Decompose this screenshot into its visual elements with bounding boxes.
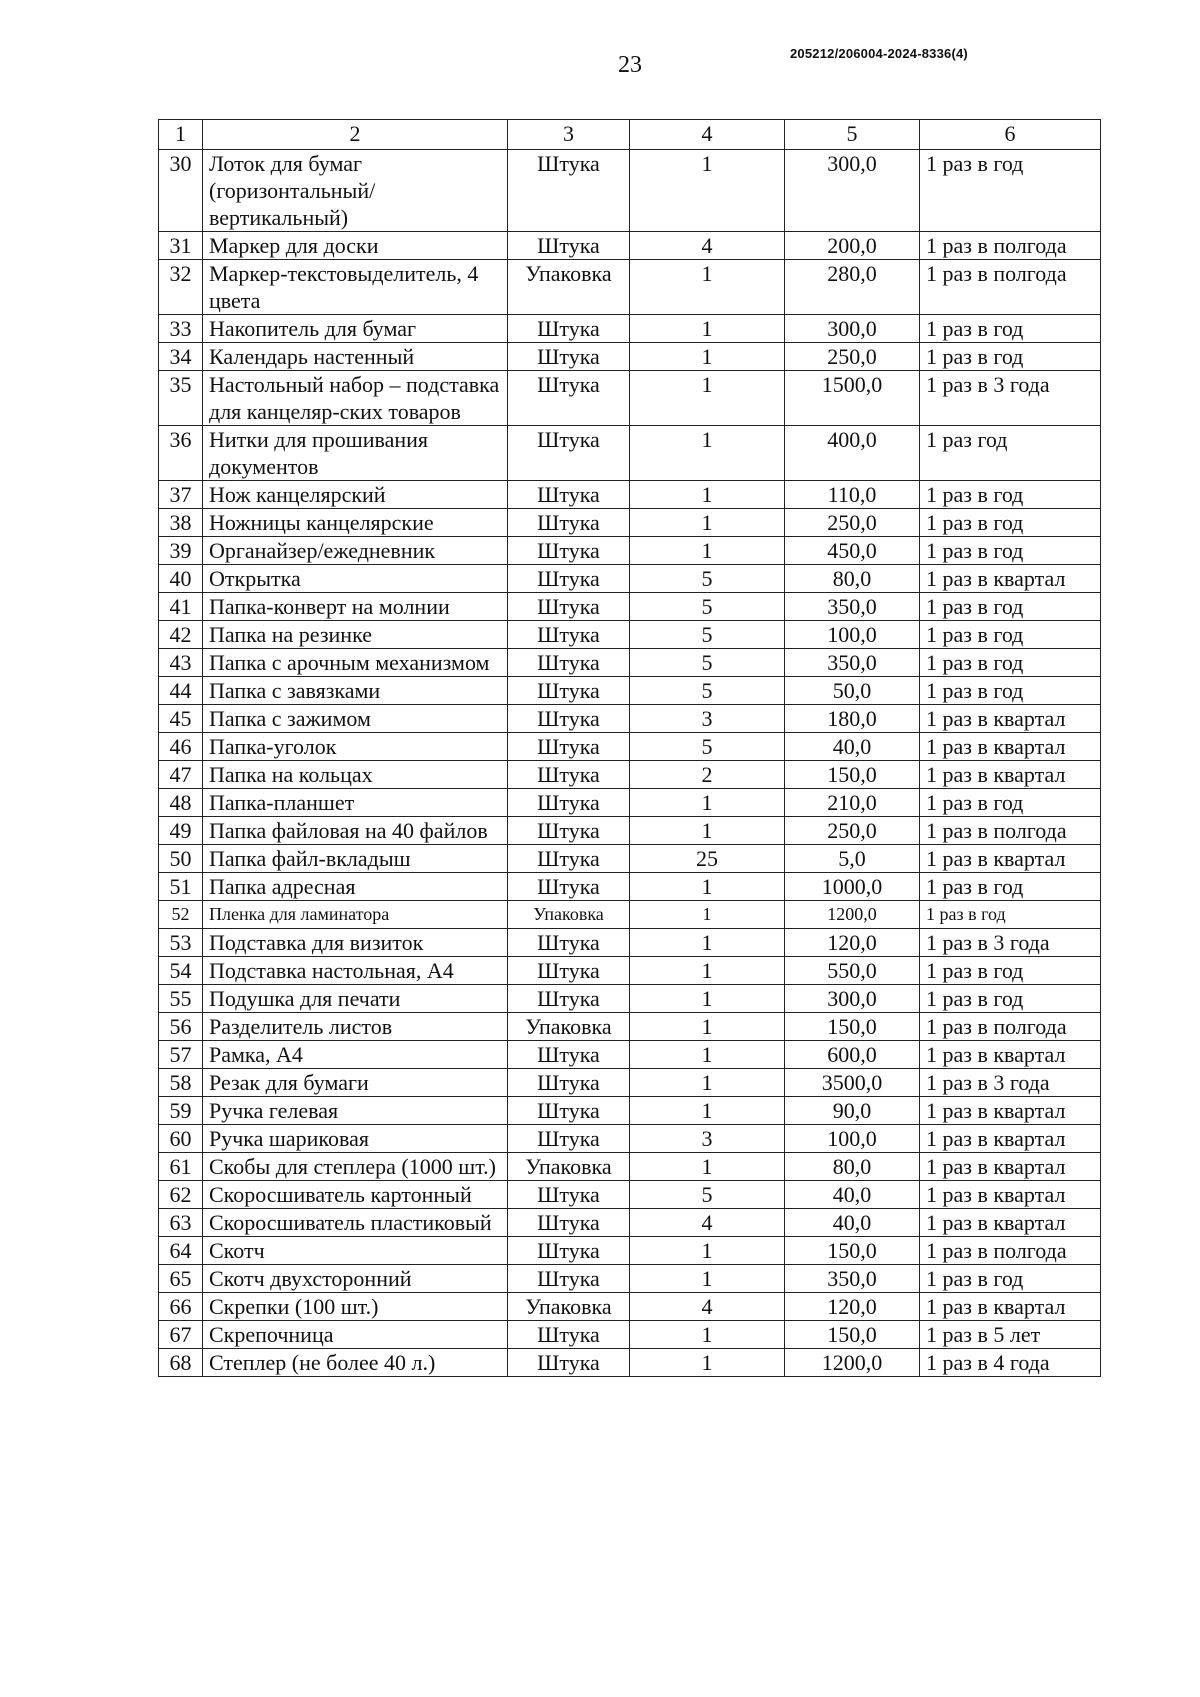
item-unit: Штука	[508, 817, 630, 845]
item-price: 5,0	[785, 845, 920, 873]
item-name: Папка файл-вкладыш	[203, 845, 508, 873]
table-row	[159, 593, 1101, 621]
item-name: Скрепки (100 шт.)	[203, 1293, 508, 1321]
item-unit: Штука	[508, 565, 630, 593]
item-price: 50,0	[785, 677, 920, 705]
item-price: 150,0	[785, 1321, 920, 1349]
item-unit: Штука	[508, 1349, 630, 1377]
row-number: 31	[159, 232, 203, 260]
table-header-row	[159, 120, 1101, 150]
row-number: 33	[159, 315, 203, 343]
item-unit: Штука	[508, 426, 630, 481]
item-quantity: 5	[630, 733, 785, 761]
item-price: 3500,0	[785, 1069, 920, 1097]
table-row	[159, 481, 1101, 509]
table-row	[159, 789, 1101, 817]
item-unit: Штука	[508, 315, 630, 343]
item-quantity: 5	[630, 621, 785, 649]
item-price: 40,0	[785, 733, 920, 761]
item-name: Скоросшиватель пластиковый	[203, 1209, 508, 1237]
item-unit: Штука	[508, 371, 630, 426]
table-row	[159, 1153, 1101, 1181]
item-unit: Штука	[508, 1125, 630, 1153]
row-number: 63	[159, 1209, 203, 1237]
item-name: Папка на кольцах	[203, 761, 508, 789]
item-period: 1 раз в квартал	[920, 565, 1101, 593]
item-name: Ручка гелевая	[203, 1097, 508, 1125]
table-row	[159, 1321, 1101, 1349]
table-row	[159, 621, 1101, 649]
row-number: 38	[159, 509, 203, 537]
item-period: 1 раз в квартал	[920, 1209, 1101, 1237]
row-number: 66	[159, 1293, 203, 1321]
item-name: Папка-уголок	[203, 733, 508, 761]
table-row	[159, 260, 1101, 315]
item-price: 150,0	[785, 761, 920, 789]
item-unit: Упаковка	[508, 901, 630, 929]
item-price: 100,0	[785, 1125, 920, 1153]
item-name: Органайзер/ежедневник	[203, 537, 508, 565]
item-name: Папка адресная	[203, 873, 508, 901]
row-number: 36	[159, 426, 203, 481]
row-number: 32	[159, 260, 203, 315]
item-name: Папка-конверт на молнии	[203, 593, 508, 621]
item-unit: Упаковка	[508, 1153, 630, 1181]
row-number: 40	[159, 565, 203, 593]
item-period: 1 раз в полгода	[920, 260, 1101, 315]
item-quantity: 1	[630, 873, 785, 901]
item-name: Маркер для доски	[203, 232, 508, 260]
item-quantity: 3	[630, 1125, 785, 1153]
item-unit: Штука	[508, 150, 630, 232]
item-unit: Штука	[508, 1041, 630, 1069]
item-name: Скобы для степлера (1000 шт.)	[203, 1153, 508, 1181]
item-quantity: 1	[630, 509, 785, 537]
item-price: 250,0	[785, 343, 920, 371]
item-quantity: 2	[630, 761, 785, 789]
item-price: 450,0	[785, 537, 920, 565]
item-name: Нитки для прошивания документов	[203, 426, 508, 481]
table-row	[159, 371, 1101, 426]
item-price: 400,0	[785, 426, 920, 481]
row-number: 46	[159, 733, 203, 761]
item-name: Резак для бумаги	[203, 1069, 508, 1097]
row-number: 50	[159, 845, 203, 873]
table-row	[159, 565, 1101, 593]
item-price: 1200,0	[785, 1349, 920, 1377]
item-price: 120,0	[785, 1293, 920, 1321]
row-number: 42	[159, 621, 203, 649]
row-number: 41	[159, 593, 203, 621]
table-row	[159, 509, 1101, 537]
item-price: 100,0	[785, 621, 920, 649]
item-unit: Штука	[508, 1209, 630, 1237]
item-quantity: 4	[630, 1209, 785, 1237]
table-row	[159, 733, 1101, 761]
item-unit: Штука	[508, 985, 630, 1013]
item-quantity: 1	[630, 901, 785, 929]
item-unit: Штука	[508, 621, 630, 649]
item-name: Папка на резинке	[203, 621, 508, 649]
item-period: 1 раз в полгода	[920, 1237, 1101, 1265]
item-period: 1 раз в год	[920, 873, 1101, 901]
item-unit: Штука	[508, 1321, 630, 1349]
item-quantity: 5	[630, 565, 785, 593]
item-quantity: 25	[630, 845, 785, 873]
item-period: 1 раз в полгода	[920, 817, 1101, 845]
table-row	[159, 343, 1101, 371]
row-number: 43	[159, 649, 203, 677]
item-unit: Штука	[508, 957, 630, 985]
item-unit: Штука	[508, 845, 630, 873]
item-unit: Штука	[508, 1097, 630, 1125]
row-number: 49	[159, 817, 203, 845]
item-period: 1 раз в год	[920, 593, 1101, 621]
row-number: 48	[159, 789, 203, 817]
item-period: 1 раз в год	[920, 315, 1101, 343]
item-quantity: 1	[630, 1349, 785, 1377]
item-quantity: 1	[630, 1237, 785, 1265]
item-name: Лоток для бумаг (горизонтальный/ вертикальный)	[203, 150, 508, 232]
item-unit: Упаковка	[508, 1013, 630, 1041]
item-unit: Штука	[508, 1181, 630, 1209]
supplies-table	[158, 119, 1101, 1377]
item-period: 1 раз в год	[920, 901, 1101, 929]
table-row	[159, 1013, 1101, 1041]
item-quantity: 5	[630, 593, 785, 621]
row-number: 39	[159, 537, 203, 565]
item-period: 1 раз в полгода	[920, 232, 1101, 260]
item-price: 110,0	[785, 481, 920, 509]
column-header: 3	[508, 120, 630, 150]
item-unit: Штука	[508, 1265, 630, 1293]
column-header: 6	[920, 120, 1101, 150]
item-quantity: 1	[630, 1013, 785, 1041]
item-quantity: 1	[630, 150, 785, 232]
item-price: 80,0	[785, 1153, 920, 1181]
item-price: 200,0	[785, 232, 920, 260]
row-number: 37	[159, 481, 203, 509]
item-price: 150,0	[785, 1013, 920, 1041]
item-name: Пленка для ламинатора	[203, 901, 508, 929]
item-period: 1 раз в 4 года	[920, 1349, 1101, 1377]
item-name: Скоросшиватель картонный	[203, 1181, 508, 1209]
item-quantity: 1	[630, 957, 785, 985]
item-period: 1 раз в год	[920, 677, 1101, 705]
item-name: Папка с завязками	[203, 677, 508, 705]
table-row	[159, 426, 1101, 481]
item-price: 40,0	[785, 1181, 920, 1209]
item-name: Подставка настольная, А4	[203, 957, 508, 985]
table-row	[159, 705, 1101, 733]
item-unit: Штука	[508, 1237, 630, 1265]
item-period: 1 раз в квартал	[920, 705, 1101, 733]
item-quantity: 4	[630, 232, 785, 260]
item-unit: Штука	[508, 705, 630, 733]
table-row	[159, 1097, 1101, 1125]
table-row	[159, 232, 1101, 260]
item-unit: Штука	[508, 343, 630, 371]
item-quantity: 1	[630, 343, 785, 371]
row-number: 60	[159, 1125, 203, 1153]
item-period: 1 раз в год	[920, 957, 1101, 985]
item-period: 1 раз в год	[920, 985, 1101, 1013]
table-row	[159, 150, 1101, 232]
table-row	[159, 845, 1101, 873]
item-unit: Упаковка	[508, 260, 630, 315]
table-row	[159, 985, 1101, 1013]
item-price: 350,0	[785, 1265, 920, 1293]
page-number: 23	[618, 52, 642, 78]
row-number: 30	[159, 150, 203, 232]
item-quantity: 1	[630, 1321, 785, 1349]
item-name: Папка с арочным механизмом	[203, 649, 508, 677]
column-header: 1	[159, 120, 203, 150]
table-row	[159, 1125, 1101, 1153]
row-number: 44	[159, 677, 203, 705]
table-row	[159, 1237, 1101, 1265]
item-quantity: 1	[630, 817, 785, 845]
item-unit: Штука	[508, 537, 630, 565]
item-period: 1 раз в квартал	[920, 1293, 1101, 1321]
item-period: 1 раз в 5 лет	[920, 1321, 1101, 1349]
item-quantity: 1	[630, 1097, 785, 1125]
item-quantity: 1	[630, 426, 785, 481]
item-period: 1 раз в год	[920, 537, 1101, 565]
item-unit: Штука	[508, 929, 630, 957]
item-quantity: 1	[630, 929, 785, 957]
item-price: 1000,0	[785, 873, 920, 901]
row-number: 34	[159, 343, 203, 371]
row-number: 53	[159, 929, 203, 957]
table-row	[159, 1181, 1101, 1209]
item-unit: Штука	[508, 733, 630, 761]
item-name: Папка файловая на 40 файлов	[203, 817, 508, 845]
item-name: Нож канцелярский	[203, 481, 508, 509]
item-quantity: 1	[630, 1041, 785, 1069]
item-name: Разделитель листов	[203, 1013, 508, 1041]
table-row	[159, 649, 1101, 677]
row-number: 54	[159, 957, 203, 985]
item-period: 1 раз в квартал	[920, 1125, 1101, 1153]
row-number: 56	[159, 1013, 203, 1041]
item-quantity: 1	[630, 260, 785, 315]
document-id: 205212/206004-2024-8336(4)	[790, 46, 968, 61]
item-quantity: 1	[630, 985, 785, 1013]
item-price: 150,0	[785, 1237, 920, 1265]
item-quantity: 1	[630, 537, 785, 565]
item-name: Накопитель для бумаг	[203, 315, 508, 343]
table-row	[159, 1041, 1101, 1069]
item-price: 40,0	[785, 1209, 920, 1237]
item-period: 1 раз в квартал	[920, 1181, 1101, 1209]
item-period: 1 раз в год	[920, 1265, 1101, 1293]
item-period: 1 раз в год	[920, 150, 1101, 232]
item-quantity: 4	[630, 1293, 785, 1321]
item-unit: Штука	[508, 481, 630, 509]
item-name: Ручка шариковая	[203, 1125, 508, 1153]
row-number: 52	[159, 901, 203, 929]
item-period: 1 раз в год	[920, 621, 1101, 649]
item-price: 180,0	[785, 705, 920, 733]
item-quantity: 5	[630, 649, 785, 677]
row-number: 47	[159, 761, 203, 789]
table-row	[159, 1209, 1101, 1237]
row-number: 65	[159, 1265, 203, 1293]
item-price: 300,0	[785, 985, 920, 1013]
table-row	[159, 677, 1101, 705]
item-price: 80,0	[785, 565, 920, 593]
item-price: 120,0	[785, 929, 920, 957]
row-number: 62	[159, 1181, 203, 1209]
row-number: 68	[159, 1349, 203, 1377]
table-row	[159, 1069, 1101, 1097]
row-number: 51	[159, 873, 203, 901]
item-quantity: 1	[630, 481, 785, 509]
item-unit: Штука	[508, 873, 630, 901]
table-row	[159, 537, 1101, 565]
item-period: 1 раз в квартал	[920, 1041, 1101, 1069]
item-price: 1200,0	[785, 901, 920, 929]
item-unit: Штука	[508, 761, 630, 789]
item-name: Подставка для визиток	[203, 929, 508, 957]
item-period: 1 раз в год	[920, 481, 1101, 509]
table-row	[159, 873, 1101, 901]
item-name: Календарь настенный	[203, 343, 508, 371]
item-price: 1500,0	[785, 371, 920, 426]
table-row	[159, 817, 1101, 845]
row-number: 64	[159, 1237, 203, 1265]
table-row	[159, 929, 1101, 957]
item-unit: Штука	[508, 789, 630, 817]
item-period: 1 раз в 3 года	[920, 371, 1101, 426]
item-price: 280,0	[785, 260, 920, 315]
item-quantity: 1	[630, 1265, 785, 1293]
row-number: 61	[159, 1153, 203, 1181]
table-row	[159, 315, 1101, 343]
item-quantity: 1	[630, 789, 785, 817]
row-number: 57	[159, 1041, 203, 1069]
item-price: 350,0	[785, 593, 920, 621]
row-number: 45	[159, 705, 203, 733]
item-price: 600,0	[785, 1041, 920, 1069]
item-name: Рамка, А4	[203, 1041, 508, 1069]
row-number: 59	[159, 1097, 203, 1125]
item-name: Папка с зажимом	[203, 705, 508, 733]
row-number: 58	[159, 1069, 203, 1097]
item-price: 350,0	[785, 649, 920, 677]
item-unit: Упаковка	[508, 1293, 630, 1321]
item-quantity: 3	[630, 705, 785, 733]
item-name: Степлер (не более 40 л.)	[203, 1349, 508, 1377]
row-number: 67	[159, 1321, 203, 1349]
item-price: 210,0	[785, 789, 920, 817]
item-name: Ножницы канцелярские	[203, 509, 508, 537]
item-price: 90,0	[785, 1097, 920, 1125]
row-number: 35	[159, 371, 203, 426]
item-name: Подушка для печати	[203, 985, 508, 1013]
item-unit: Штука	[508, 1069, 630, 1097]
item-period: 1 раз в год	[920, 343, 1101, 371]
item-name: Маркер-текстовыделитель, 4 цвета	[203, 260, 508, 315]
item-unit: Штука	[508, 232, 630, 260]
item-price: 300,0	[785, 315, 920, 343]
table-row	[159, 1349, 1101, 1377]
table-row	[159, 1293, 1101, 1321]
item-unit: Штука	[508, 677, 630, 705]
item-period: 1 раз в год	[920, 649, 1101, 677]
item-period: 1 раз в квартал	[920, 733, 1101, 761]
item-period: 1 раз в год	[920, 509, 1101, 537]
item-period: 1 раз в год	[920, 789, 1101, 817]
item-period: 1 раз в квартал	[920, 845, 1101, 873]
item-period: 1 раз в квартал	[920, 1097, 1101, 1125]
item-name: Скотч двухсторонний	[203, 1265, 508, 1293]
table-row	[159, 901, 1101, 929]
item-price: 250,0	[785, 509, 920, 537]
item-name: Папка-планшет	[203, 789, 508, 817]
table-row	[159, 761, 1101, 789]
column-header: 2	[203, 120, 508, 150]
item-period: 1 раз год	[920, 426, 1101, 481]
item-price: 250,0	[785, 817, 920, 845]
item-name: Настольный набор – подставка для канцеляр-ских товаров	[203, 371, 508, 426]
item-period: 1 раз в 3 года	[920, 929, 1101, 957]
item-quantity: 1	[630, 1069, 785, 1097]
item-price: 550,0	[785, 957, 920, 985]
item-unit: Штука	[508, 509, 630, 537]
table-row	[159, 1265, 1101, 1293]
item-unit: Штука	[508, 593, 630, 621]
item-price: 300,0	[785, 150, 920, 232]
column-header: 4	[630, 120, 785, 150]
item-quantity: 1	[630, 371, 785, 426]
item-name: Скотч	[203, 1237, 508, 1265]
item-quantity: 1	[630, 1153, 785, 1181]
item-quantity: 5	[630, 1181, 785, 1209]
column-header: 5	[785, 120, 920, 150]
item-quantity: 1	[630, 315, 785, 343]
item-unit: Штука	[508, 649, 630, 677]
item-name: Открытка	[203, 565, 508, 593]
item-period: 1 раз в квартал	[920, 1153, 1101, 1181]
item-quantity: 5	[630, 677, 785, 705]
row-number: 55	[159, 985, 203, 1013]
item-period: 1 раз в полгода	[920, 1013, 1101, 1041]
item-period: 1 раз в квартал	[920, 761, 1101, 789]
table-row	[159, 957, 1101, 985]
item-period: 1 раз в 3 года	[920, 1069, 1101, 1097]
item-name: Скрепочница	[203, 1321, 508, 1349]
